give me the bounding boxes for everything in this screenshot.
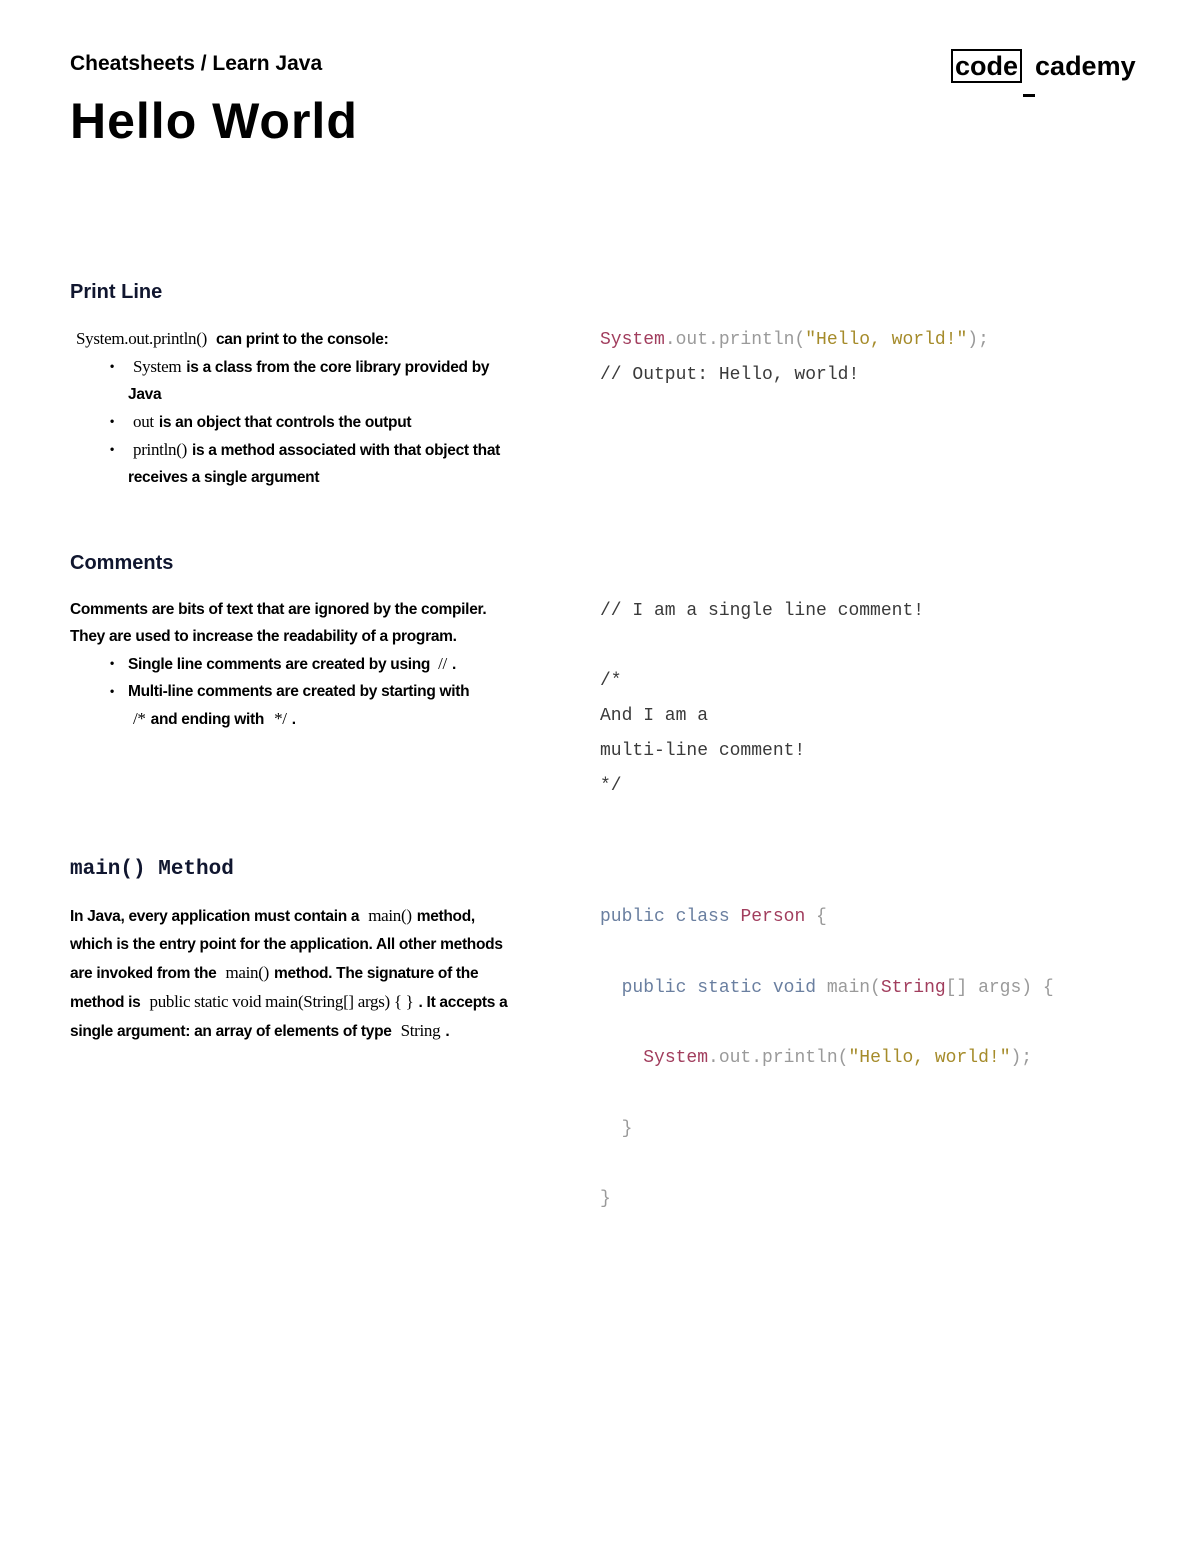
code-token: public static void	[600, 977, 827, 998]
desc-text: .	[445, 1023, 450, 1040]
bullet-text: Single line comments are created by using	[128, 656, 431, 673]
code-token: .out.println(	[708, 1048, 849, 1068]
code-line: multi-line comment!	[600, 741, 806, 761]
desc-text: In Java, every application must contain a	[70, 908, 360, 925]
desc-text: . It accepts a single argument: an array of elements of type	[70, 994, 508, 1040]
code-block	[600, 594, 924, 804]
section-title: main() Method	[70, 858, 234, 881]
code-token: "Hello, world!"	[848, 1048, 1011, 1068]
code-token: System	[600, 330, 665, 350]
breadcrumb[interactable]: Cheatsheets / Learn Java	[70, 52, 323, 75]
logo-cursor	[1023, 94, 1035, 97]
code-line	[600, 900, 1054, 971]
logo-code: code	[951, 49, 1022, 83]
code-line: }	[600, 1189, 611, 1209]
code-token: "Hello, world!"	[805, 330, 968, 350]
list-item	[128, 408, 526, 436]
bullet-text: is a method associated with that object that receives a single argument	[128, 442, 501, 486]
list-item	[128, 436, 526, 491]
section-description	[70, 902, 520, 1046]
section-title: Comments	[70, 552, 174, 574]
bullet-text: is a class from the core library provided by Java	[128, 359, 490, 403]
code-line	[600, 629, 924, 664]
inline-code: System	[133, 357, 182, 376]
bullet-list	[70, 650, 520, 733]
inline-code: System.out.println()	[76, 329, 207, 348]
code-token: main(	[826, 977, 881, 998]
code-line	[600, 1041, 1054, 1112]
bullet-text: and ending with	[150, 711, 265, 728]
inline-code: main()	[225, 963, 269, 982]
code-token: System	[643, 1048, 709, 1068]
code-token: Person	[740, 907, 806, 927]
desc-text: method. The signature of the method is	[70, 965, 479, 1011]
codecademy-logo[interactable]	[951, 49, 1136, 83]
code-line: And I am a	[600, 706, 709, 726]
bullet-list	[76, 353, 526, 491]
code-line: }	[600, 1118, 633, 1139]
code-line: // Output: Hello, world!	[600, 365, 860, 385]
list-item	[128, 353, 526, 408]
section-main-method	[70, 858, 1130, 1228]
inline-code: println()	[133, 440, 187, 459]
inline-code: main()	[368, 906, 412, 925]
inline-code: out	[133, 412, 154, 431]
page-title: Hello World	[70, 93, 358, 149]
code-block	[600, 323, 989, 393]
inline-code: //	[438, 654, 447, 673]
code-token: [] args) {	[945, 977, 1054, 998]
list-item	[128, 678, 520, 733]
bullet-text: .	[451, 656, 456, 673]
code-token: );	[1010, 1048, 1033, 1068]
code-token: String	[880, 977, 946, 998]
code-line: */	[600, 776, 622, 796]
logo-cademy: cademy	[1035, 50, 1136, 81]
code-block	[600, 900, 1054, 1217]
bullet-text: .	[291, 711, 296, 728]
code-token	[600, 1048, 643, 1068]
section-title: Print Line	[70, 281, 163, 303]
code-line: /*	[600, 671, 622, 691]
code-token: {	[805, 907, 827, 927]
inline-code: public static void main(String[] args) { }	[149, 992, 414, 1011]
desc-text: method, which is the entry point for the application. All other methods are invoked from the	[70, 908, 503, 982]
intro-text: can print to the console:	[215, 331, 389, 348]
list-item	[128, 650, 520, 678]
code-line	[600, 971, 1054, 1042]
code-line	[600, 323, 989, 358]
bullet-text: Multi-line comments are created by starting with	[128, 683, 470, 700]
section-description	[70, 596, 520, 733]
code-token: public class	[600, 907, 741, 927]
code-token: );	[967, 330, 989, 350]
section-description	[76, 325, 526, 491]
intro-text: Comments are bits of text that are ignored by the compiler. They are used to increase the readability of a program.	[70, 601, 487, 645]
section-print-line	[70, 281, 1130, 501]
intro-line	[76, 325, 526, 353]
section-comments	[70, 552, 1130, 812]
inline-code: String	[400, 1021, 441, 1040]
code-line: // I am a single line comment!	[600, 601, 925, 621]
code-token: .out.println(	[664, 330, 806, 350]
inline-code: /*	[133, 709, 146, 728]
bullet-text: is an object that controls the output	[158, 414, 412, 431]
inline-code: */	[274, 709, 287, 728]
